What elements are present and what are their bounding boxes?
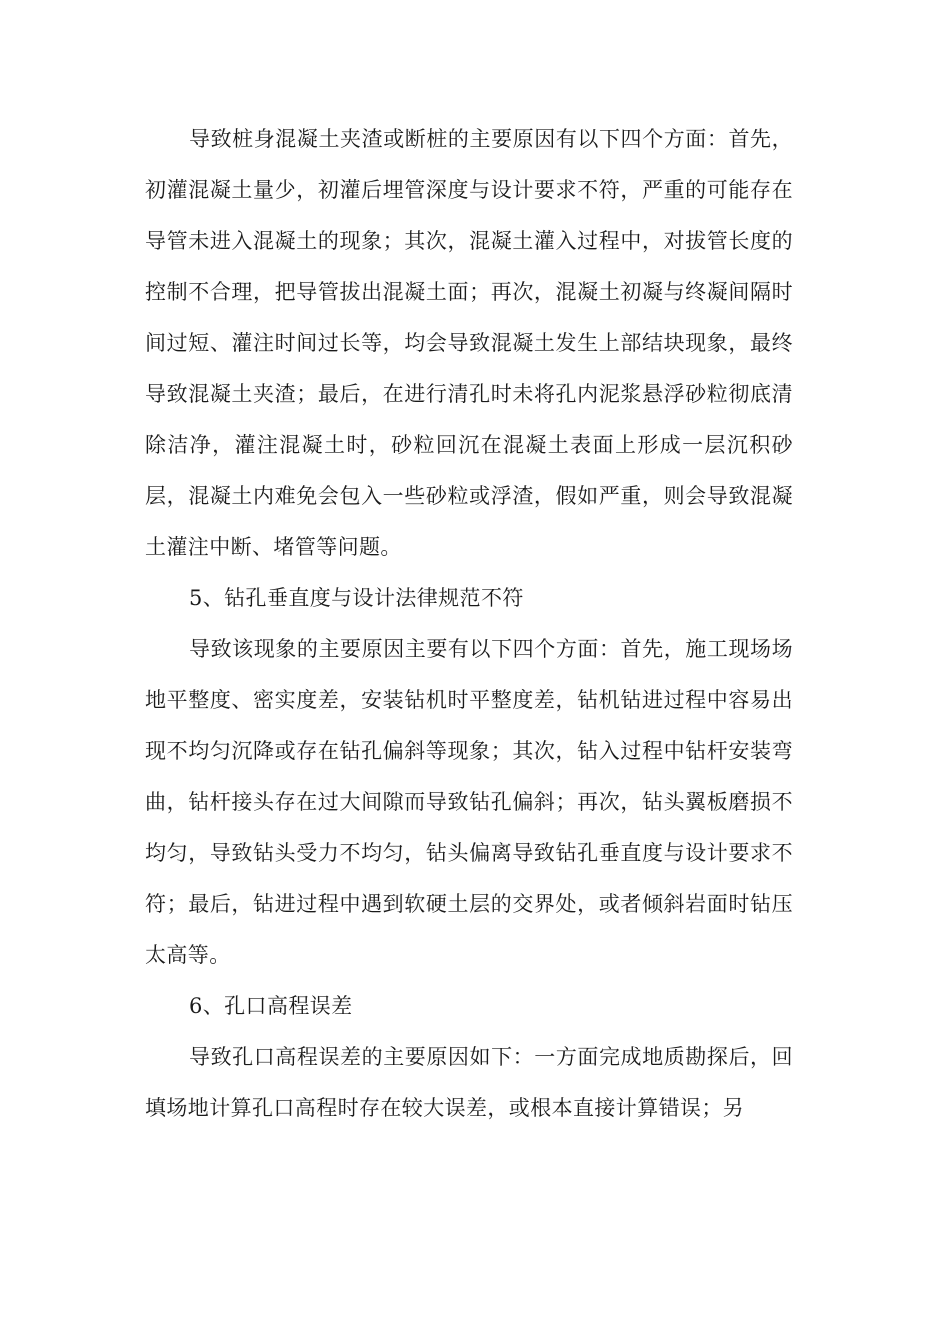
paragraph-verticality-causes: 导致该现象的主要原因主要有以下四个方面：首先，施工现场场地平整度、密实度差，安装钻机时平整度差，钻机钻进过程中容易出现不均匀沉降或存在钻孔偏斜等现象；其次，钻入过程中钻杆安装弯曲，钻杆接头存在过大间隙而导致钻孔偏斜；再次，钻头翼板磨损不均匀，导致钻头受力不均匀，钻头偏离导致钻孔垂直度与设计要求不符；最后，钻进过程中遇到软硬土层的交界处，或者倾斜岩面时钻压太高等。 [145,637,793,967]
paragraph-pile-defect-causes: 导致桩身混凝土夹渣或断桩的主要原因有以下四个方面：首先，初灌混凝土量少，初灌后埋管深度与设计要求不符，严重的可能存在导管未进入混凝土的现象；其次，混凝土灌入过程中，对拔管长度的控制不合理，把导管拔出混凝土面；再次，混凝土初凝与终凝间隔时间过短、灌注时间过长等，均会导致混凝土发生上部结块现象，最终导致混凝土夹渣；最后，在进行清孔时未将孔内泥浆悬浮砂粒彻底清除洁净，灌注混凝土时，砂粒回沉在混凝土表面上形成一层沉积砂层，混凝土内难免会包入一些砂粒或浮渣，假如严重，则会导致混凝土灌注中断、堵管等问题。 [145,127,793,559]
document-body [145,114,793,1134]
section-heading-elevation-error: 6、孔口高程误差 [189,994,353,1018]
paragraph-elevation-causes: 导致孔口高程误差的主要原因如下：一方面完成地质勘探后，回填场地计算孔口高程时存在较大误差，或根本直接计算错误；另 [145,1045,793,1120]
section-heading-drill-verticality: 5、钻孔垂直度与设计法律规范不符 [189,586,524,610]
